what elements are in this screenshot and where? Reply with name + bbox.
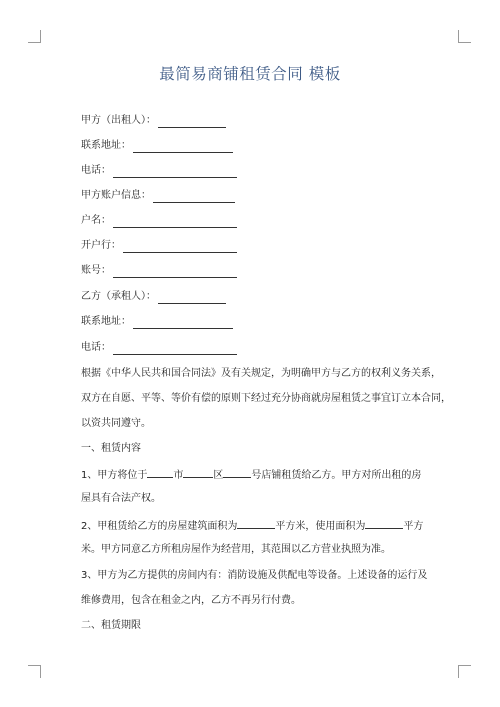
crop-mark-bottom-right: [458, 665, 471, 678]
field-label: 甲方账户信息：: [81, 190, 151, 201]
clause-text: 1、甲方将位于: [81, 470, 148, 481]
crop-mark-bottom-left: [28, 665, 41, 678]
fill-blank[interactable]: [123, 242, 237, 253]
document-title: 最简易商铺租赁合同 模板: [159, 65, 341, 83]
field-account-number: [81, 264, 237, 278]
field-label: 开户行：: [81, 240, 121, 251]
field-label: 户名：: [81, 215, 111, 226]
section-heading: 一、租赁内容: [81, 443, 141, 454]
clause-line: 屋具有合法产权。: [81, 493, 161, 504]
fill-blank[interactable]: [158, 293, 226, 304]
field-lessor: [81, 114, 226, 128]
clause-line: [81, 467, 421, 483]
fill-blank[interactable]: [113, 167, 237, 178]
fill-blank[interactable]: [158, 117, 226, 128]
fill-blank[interactable]: [147, 467, 173, 478]
intro-line: 根据《中华人民共和国合同法》及有关规定，为明确甲方与乙方的权利义务关系，: [81, 368, 441, 379]
intro-line: 以资共同遵守。: [81, 418, 151, 429]
clause-text: 平方: [403, 521, 424, 532]
clause-text: 2、甲租赁给乙方的房屋建筑面积为: [81, 521, 238, 532]
clause-text: 市: [173, 470, 184, 481]
field-label: 乙方（承租人）：: [81, 291, 156, 302]
fill-blank[interactable]: [113, 344, 237, 355]
field-lessee-phone: [81, 341, 237, 355]
field-label: 联系地址：: [81, 140, 131, 151]
clause-line: 米。甲方同意乙方所租房屋作为经营用，其范围以乙方营业执照为准。: [81, 544, 391, 555]
field-label: 联系地址：: [81, 316, 131, 327]
field-lessee: [81, 290, 226, 304]
fill-blank[interactable]: [153, 192, 235, 203]
field-label: 电话：: [81, 165, 111, 176]
field-account-name: [81, 214, 237, 228]
fill-blank[interactable]: [223, 467, 251, 478]
clause-text: 平方米，使用面积为: [275, 521, 366, 532]
field-bank: [81, 239, 237, 253]
fill-blank[interactable]: [365, 518, 403, 529]
crop-mark-top-right: [458, 30, 471, 43]
section-heading: 二、租赁期限: [81, 620, 141, 631]
fill-blank[interactable]: [113, 217, 237, 228]
fill-blank[interactable]: [237, 518, 275, 529]
clause-text: 区: [213, 470, 224, 481]
field-label: 账号：: [81, 265, 111, 276]
field-label: 甲方（出租人）：: [81, 115, 156, 126]
fill-blank[interactable]: [133, 142, 233, 153]
crop-mark-top-left: [28, 30, 41, 43]
fill-blank[interactable]: [133, 318, 233, 329]
field-label: 电话：: [81, 342, 111, 353]
clause-text: 号店铺租赁给乙方。甲方对所出租的房: [251, 470, 422, 481]
clause-line: 3、甲方为乙方提供的房间内有：消防设施及供配电等设备。上述设备的运行及: [81, 570, 428, 581]
field-lessor-account: [81, 189, 235, 203]
field-lessor-phone: [81, 164, 237, 178]
field-lessor-address: [81, 139, 233, 153]
fill-blank[interactable]: [183, 467, 213, 478]
clause-line: 维修费用，包含在租金之内，乙方不再另行付费。: [81, 595, 301, 606]
clause-line: [81, 518, 423, 534]
fill-blank[interactable]: [113, 267, 237, 278]
intro-line: 双方在自愿、平等、等价有偿的原则下经过充分协商就房屋租赁之事宜订立本合同，: [81, 393, 451, 404]
field-lessee-address: [81, 315, 233, 329]
